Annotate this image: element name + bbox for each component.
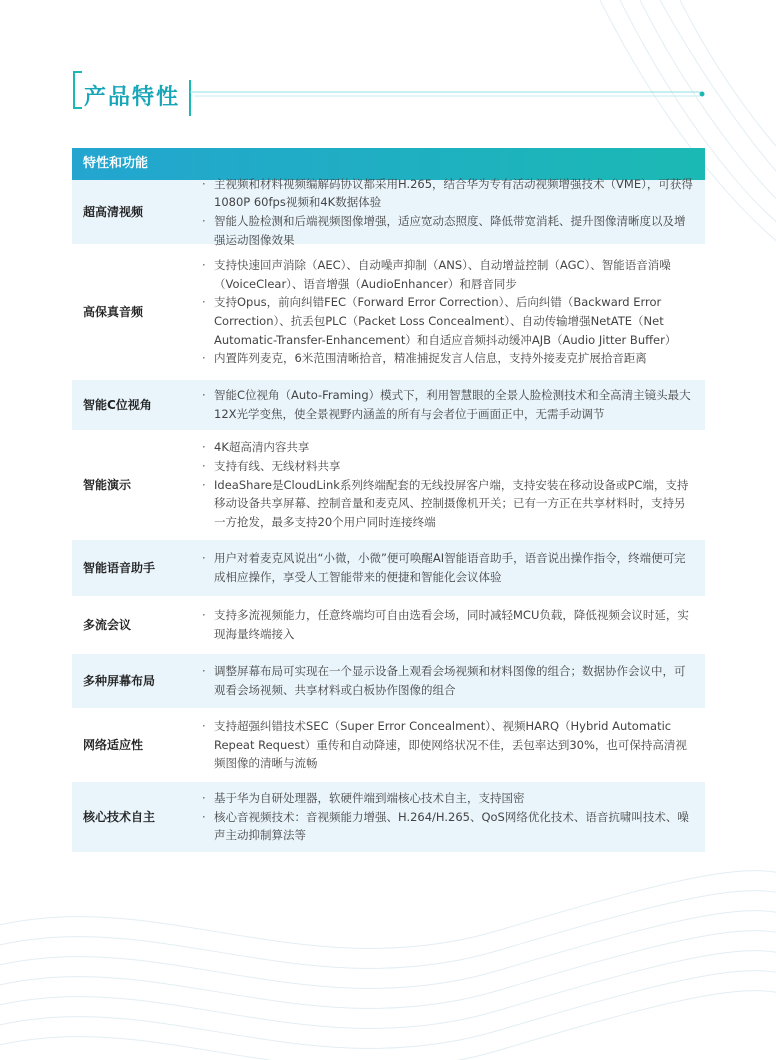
section-header [70,66,720,126]
bullet-icon: · [202,440,206,455]
item-text: 内置阵列麦克，6米范围清晰拾音，精准捕捉发言人信息，支持外接麦克扩展拾音距离 [214,351,647,366]
feature-table [72,148,705,854]
item-text: 支持快速回声消除（AEC）、自动噪声抑制（ANS）、自动增益控制（AGC）、智能语音消噪（VoiceClear）、语音增强（AudioEnhancer）和唇音同步 [214,257,671,291]
table-header: 特性和功能 [72,148,705,180]
feature-name: 智能语音助手 [83,560,156,575]
table-row [72,246,705,380]
list-item [202,349,695,368]
feature-description [198,175,705,250]
bullet-icon: · [202,608,206,623]
bullet-icon: · [202,551,206,566]
feature-name: 智能演示 [83,477,132,492]
feature-name: 智能C位视角 [83,397,152,412]
bullet-icon: · [202,477,206,492]
table-row [72,176,705,247]
list-item [202,606,695,643]
list-item [202,789,695,808]
feature-name: 超高清视频 [83,204,144,219]
item-text: 智能人脸检测和后端视频图像增强，适应宽动态照度、降低带宽消耗、提升图像清晰度以及增强运动图像效果 [214,214,686,247]
table-row [72,380,705,432]
item-text: 核心音视频技术：音视频能力增强、H.264/H.265、QoS网络优化技术、语音抗啸叫技术、噪声主动抑制算法等 [214,809,689,843]
list-item [202,457,695,476]
bullet-icon: · [202,388,206,403]
table-row [72,782,705,854]
table-row [72,432,705,540]
item-text: 用户对着麦克风说出“小微，小微”便可唤醒AI智能语音助手，语音说出操作指令，终端便可完成相应操作，享受人工智能带来的便捷和智能化会议体验 [214,551,686,584]
item-text: 支持Opus，前向纠错FEC（Forward Error Correction）、后向纠错（Backward Error Correction）、抗丢包PLC（Packet Loss Concealment）、自动传输增强NetATE（Net Automatic-Transfer-Enhancement）和自适应音频抖动缓冲AJB（Audio Jitter Buffer） [214,295,677,347]
list-item [202,808,695,845]
feature-description [198,717,705,773]
bullet-icon: · [202,458,206,473]
item-text: 支持多流视频能力，任意终端均可自由选看会场，同时减轻MCU负载，降低视频会议时延，实现海量终端接入 [214,608,689,641]
list-item [202,662,695,699]
list-item [202,476,695,532]
feature-description [198,256,705,368]
bullet-icon: · [202,790,206,805]
item-text: 4K超高清内容共享 [214,440,310,455]
feature-name: 核心技术自主 [83,809,156,824]
list-item [202,386,695,423]
list-item [202,175,695,212]
list-item [202,717,695,773]
bullet-icon: · [202,295,206,310]
bullet-icon: · [202,351,206,366]
item-text: 支持有线、无线材料共享 [214,458,341,473]
feature-name: 多流会议 [83,617,132,632]
table-row [72,598,705,654]
item-text: IdeaShare是CloudLink系列终端配套的无线投屏客户端，支持安装在移动设备或PC端，支持移动设备共享屏幕、控制音量和麦克风、控制摄像机开关；已有一方正在共享材料时，支持另一方抢发，最多支持20个用户同时连接终端 [214,477,689,530]
feature-name: 多种屏幕布局 [83,673,156,688]
list-item [202,438,695,457]
feature-description [198,606,705,643]
feature-description [198,386,705,423]
list-item [202,212,695,249]
feature-name: 网络适应性 [83,737,144,752]
feature-name: 高保真音频 [83,304,144,319]
item-text: 基于华为自研处理器，软硬件端到端核心技术自主，支持国密 [214,790,525,805]
feature-description [198,662,705,699]
bullet-icon: · [202,664,206,679]
table-row [72,654,705,710]
bullet-icon: · [202,214,206,228]
table-row [72,710,705,782]
item-text: 智能C位视角（Auto-Framing）模式下，利用智慧眼的全景人脸检测技术和全高清主镜头最大12X光学变焦，使全景视野内涵盖的所有与会者位于画面正中，无需手动调节 [214,388,691,421]
bullet-icon: · [202,176,206,191]
list-item [202,293,695,349]
bullet-icon: · [202,718,206,733]
page-title: 产品特性 [84,85,181,110]
list-item [202,549,695,586]
item-text: 调整屏幕布局可实现在一个显示设备上观看会场视频和材料图像的组合；数据协作会议中，可观看会场视频、共享材料或白板协作图像的组合 [214,664,686,697]
item-text: 主视频和材料视频编解码协议都采用H.265，结合华为专有活动视频增强技术（VME），可获得1080P 60fps视频和4K数据体验 [214,176,693,210]
feature-description [198,789,705,845]
bullet-icon: · [202,809,206,824]
table-body [72,176,705,854]
feature-description [198,549,705,586]
list-item [202,256,695,293]
item-text: 支持超强纠错技术SEC（Super Error Concealment）、视频HARQ（Hybrid Automatic Repeat Request）重传和自动降速，即使网络状况不佳，丢包率达到30%，也可保持高清视频图像的清晰与流畅 [214,718,687,771]
bullet-icon: · [202,257,206,272]
feature-description [198,438,705,532]
table-row [72,540,705,598]
